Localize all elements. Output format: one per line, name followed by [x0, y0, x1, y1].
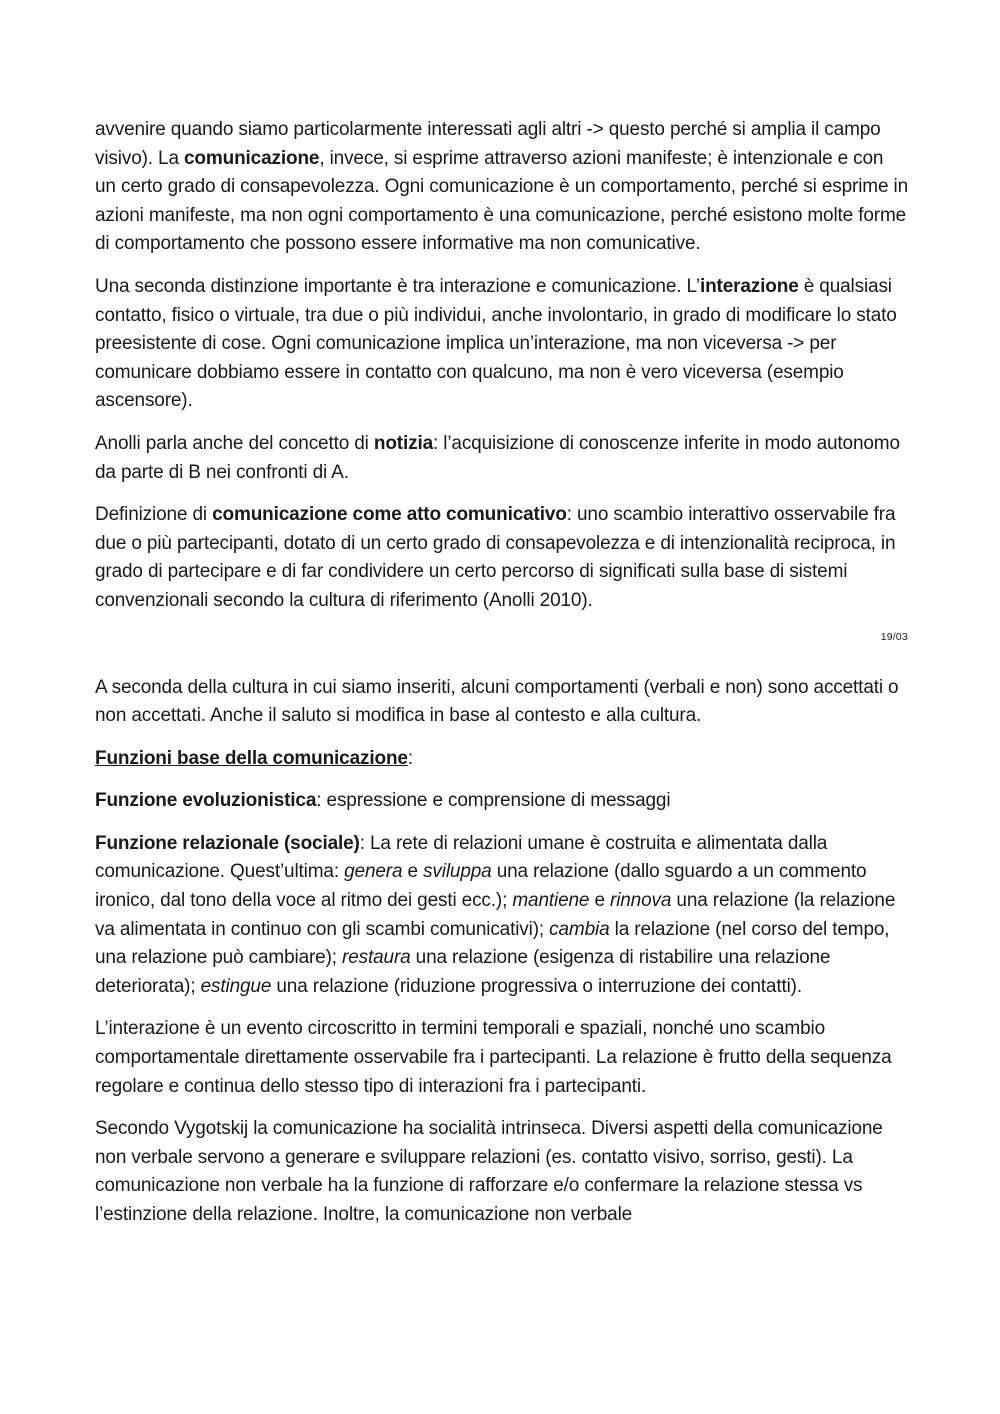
- italic-term: sviluppa: [423, 861, 492, 883]
- text-run: : La rete di relazioni umane è costruita e alimentata dalla comunicazione. Quest’ultima:: [95, 832, 828, 883]
- bold-term: Funzione evoluzionistica: [95, 790, 317, 812]
- paragraph-comunicazione-intro: [95, 116, 908, 259]
- text-run: e: [589, 890, 611, 912]
- paragraph-vygotskij: [95, 1115, 908, 1229]
- paragraph-interazione: [95, 273, 908, 416]
- text-run: Secondo Vygotskij la comunicazione ha socialità intrinseca. Diversi aspetti della comunicazione non verbale servono a generare e sviluppare relazioni (es. contatto visivo, sorriso, gesti). La comunicazione non verbale ha la funzione di rafforzare e/o confermare la relazione stessa vs l’estinzione della relazione. Inoltre, la comunicazione non verbale: [95, 1118, 883, 1225]
- text-run: Una seconda distinzione importante è tra interazione e comunicazione. L’: [95, 275, 700, 297]
- bold-term: interazione: [699, 275, 799, 297]
- paragraph-funzione-relazionale: [95, 830, 908, 1002]
- italic-term: estingue: [200, 975, 272, 997]
- bold-term: notizia: [373, 432, 434, 454]
- text-run: : espressione e comprensione di messaggi: [316, 790, 671, 812]
- paragraph-interazione-relazione: [95, 1015, 908, 1101]
- section-heading-funzioni: [95, 745, 908, 774]
- text-run: una relazione (riduzione progressiva o interruzione dei contatti).: [271, 975, 802, 997]
- text-run: la relazione (nel corso del tempo, una relazione può cambiare);: [95, 918, 890, 969]
- paragraph-funzione-evoluzionistica: [95, 787, 908, 816]
- text-run: : uno scambio interattivo osservabile fra due o più partecipanti, dotato di un certo grado di consapevolezza e di intenzionalità reciproca, in grado di partecipare e di far condividere un certo percorso di significati sulla base di sistemi convenzionali secondo la cultura di riferimento (Anolli 2010).: [95, 504, 896, 611]
- text-run: L’interazione è un evento circoscritto in termini temporali e spaziali, nonché uno scambio comportamentale direttamente osservabile fra i partecipanti. La relazione è frutto della sequenza regolare e continua dello stesso tipo di interazioni fra i partecipanti.: [95, 1018, 892, 1097]
- italic-term: rinnova: [610, 890, 672, 912]
- document-body: [95, 116, 908, 1230]
- underlined-heading: Funzioni base della comunicazione: [95, 747, 408, 769]
- text-run: Anolli parla anche del concetto di: [95, 432, 374, 454]
- text-run: avvenire quando siamo particolarmente interessati agli altri -> questo perché si amplia il campo visivo). La: [95, 119, 881, 169]
- text-run: , invece, si esprime attraverso azioni manifeste; è intenzionale e con un certo grado di consapevolezza. Ogni comunicazione è un comportamento, perché si esprime in azioni manifeste, ma non ogni comportamento è una comunicazione, perché esistono molte forme di comportamento che possono essere informative ma non comunicative.: [95, 147, 909, 255]
- text-run: Definizione di: [95, 504, 213, 526]
- text-run: una relazione (la relazione va alimentata in continuo con gli scambi comunicativi);: [95, 890, 896, 940]
- bold-term: comunicazione come atto comunicativo: [212, 504, 567, 526]
- paragraph-definizione: [95, 501, 908, 615]
- bold-term: comunicazione: [184, 147, 320, 169]
- text-run: : l’acquisizione di conoscenze inferite in modo autonomo da parte di B nei confronti di A.: [95, 432, 900, 483]
- text-run: :: [407, 747, 413, 769]
- italic-term: mantiene: [512, 890, 590, 912]
- paragraph-notizia: [95, 430, 908, 487]
- paragraph-cultura: [95, 674, 908, 731]
- text-run: una relazione (esigenza di ristabilire una relazione deteriorata);: [95, 947, 831, 997]
- text-run: e: [402, 861, 424, 883]
- text-run: è qualsiasi contatto, fisico o virtuale, tra due o più individui, anche involontario, in grado di modificare lo stato preesistente di cose. Ogni comunicazione implica un’interazione, ma non viceversa -> per comunicare dobbiamo essere in contatto con qualcuno, ma non è vero viceversa (esempio ascensore).: [95, 275, 897, 412]
- date-marker: 19/03: [880, 630, 908, 643]
- text-run: una relazione (dallo sguardo a un commento ironico, dal tono della voce al ritmo dei gesti ecc.);: [95, 861, 867, 912]
- italic-term: restaura: [342, 947, 411, 969]
- italic-term: genera: [344, 861, 403, 883]
- text-run: A seconda della cultura in cui siamo inseriti, alcuni comportamenti (verbali e non) sono accettati o non accettati. Anche il saluto si modifica in base al contesto e alla cultura.: [95, 676, 899, 727]
- italic-term: cambia: [549, 918, 610, 940]
- bold-term: Funzione relazionale (sociale): [95, 832, 360, 854]
